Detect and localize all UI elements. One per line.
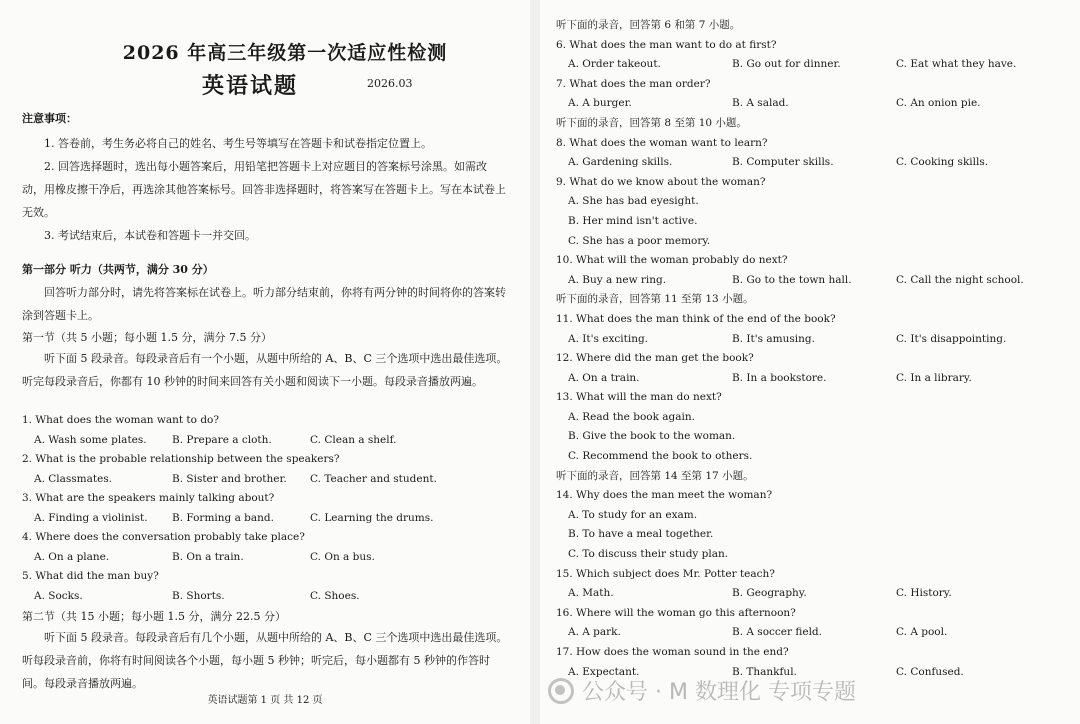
recording-instruction: 听下面的录音，回答第 11 至第 13 小题。: [556, 293, 754, 306]
page-gutter: [530, 0, 540, 724]
option-b: B. Forming a band.: [172, 511, 274, 524]
option-b: B. Prepare a cloth.: [172, 433, 272, 446]
question-text: 4. Where does the conversation probably take place?: [22, 531, 305, 543]
option-a: A. A park.: [568, 626, 621, 639]
option-b: B. Computer skills.: [732, 156, 834, 169]
option-row: [556, 153, 1060, 173]
subject-title: 英语试题: [201, 73, 298, 99]
option-a: A. Math.: [568, 587, 614, 600]
notice-item: 2. 回答选择题时，选出每小题答案后，用铅笔把答题卡上对应题目的答案标号涂黑。如需改动，用橡皮擦干净后，再选涂其他答案标号。回答非选择题时，将答案写在答题卡上。写在本试卷上无效。: [22, 160, 506, 219]
option-a: A. Classmates.: [34, 472, 113, 485]
option-c: C. Cooking skills.: [896, 156, 989, 169]
option-a: A. Wash some plates.: [34, 433, 147, 446]
option-b: B. In a bookstore.: [732, 371, 827, 384]
watermark-text: 公众号 · M 数理化 专项专题: [582, 680, 856, 705]
option-row: [22, 587, 508, 607]
question-list: [22, 411, 508, 606]
option-b: B. Give the book to the woman.: [568, 430, 736, 443]
question-text: 1. What does the woman want to do?: [22, 414, 219, 426]
question-text: 15. Which subject does Mr. Potter teach?: [556, 567, 775, 580]
option-c: C. A pool.: [896, 626, 948, 639]
option-a: A. A burger.: [568, 97, 632, 110]
option-row: [556, 55, 1060, 75]
section1-intro: 听下面 5 段录音。每段录音后有一个小题，从题中所给的 A、B、C 三个选项中选出最佳选项。听完每段录音后，你都有 10 秒钟的时间来回答有关小题和阅读下一小题。每段录音播放两遍。: [22, 352, 508, 388]
option-a: A. On a train.: [568, 371, 640, 384]
option-row: [22, 548, 508, 568]
recording-instruction: 听下面的录音，回答第 6 和第 7 小题。: [556, 19, 741, 31]
question-text: 6. What does the man want to do at first?: [556, 38, 777, 51]
question-text: 17. How does the woman sound in the end?: [556, 646, 789, 658]
question-2: [22, 450, 508, 489]
recording-instruction: 听下面的录音，回答第 8 至第 10 小题。: [556, 116, 747, 129]
option-c: C. In a library.: [896, 371, 972, 384]
option-row: [22, 509, 508, 529]
question-text: 16. Where will the woman go this afternoon?: [556, 606, 796, 619]
question-text: 10. What will the woman probably do next?: [556, 254, 788, 267]
option-c: C. Call the night school.: [896, 273, 1024, 286]
option-b: B. A salad.: [732, 97, 789, 110]
option-c: C. To discuss their study plan.: [568, 548, 729, 561]
option-row: [556, 330, 1060, 350]
option-c: C. Learning the drums.: [310, 511, 434, 524]
option-row: [556, 94, 1060, 114]
option-c: C. Teacher and student.: [310, 472, 437, 485]
option-row: [556, 369, 1060, 389]
option-c: C. She has a poor memory.: [568, 234, 711, 247]
notice-item: 3. 考试结束后，本试卷和答题卡一并交回。: [44, 229, 256, 242]
option-b: B. Sister and brother.: [172, 472, 287, 485]
exam-page-right: [540, 0, 1080, 724]
question-text: 8. What does the woman want to learn?: [556, 136, 768, 149]
option-row: [556, 271, 1060, 291]
option-a: A. Read the book again.: [568, 410, 695, 423]
option-b: B. Go out for dinner.: [732, 58, 841, 71]
option-a: A. Expectant.: [568, 665, 640, 678]
notice-item: 1. 答卷前，考生务必将自己的姓名、考生号等填写在答题卡和试卷指定位置上。: [44, 137, 432, 150]
option-row: [22, 470, 508, 490]
part1-intro: 回答听力部分时，请先将答案标在试卷上。听力部分结束前，你将有两分钟的时间将你的答案转涂到答题卡上。: [22, 286, 506, 322]
subject-title-row: [22, 69, 508, 100]
option-b: B. Geography.: [732, 587, 807, 600]
option-b: B. Her mind isn't active.: [568, 214, 698, 227]
option-b: B. On a train.: [172, 550, 244, 563]
option-a: A. Socks.: [34, 589, 83, 602]
option-b: B. Shorts.: [172, 589, 225, 602]
option-a: A. She has bad eyesight.: [568, 195, 699, 208]
option-a: A. Order takeout.: [568, 58, 661, 71]
question-text: 12. Where did the man get the book?: [556, 352, 754, 365]
option-b: B. It's amusing.: [732, 332, 815, 345]
section1-heading: 第一节（共 5 小题；每小题 1.5 分，满分 7.5 分）: [22, 331, 272, 344]
option-c: C. Clean a shelf.: [310, 433, 397, 446]
question-text: 14. Why does the man meet the woman?: [556, 489, 773, 502]
option-c: C. History.: [896, 587, 952, 600]
option-b: B. To have a meal together.: [568, 528, 714, 541]
option-row: [556, 623, 1060, 643]
question-text: 13. What will the man do next?: [556, 391, 722, 404]
option-c: C. An onion pie.: [896, 97, 981, 110]
option-row: [22, 431, 508, 451]
option-row: [556, 663, 1060, 683]
option-a: A. On a plane.: [34, 550, 110, 563]
section2-heading: 第二节（共 15 小题；每小题 1.5 分，满分 22.5 分）: [22, 610, 286, 623]
option-a: A. Gardening skills.: [568, 156, 673, 169]
option-c: C. It's disappointing.: [896, 332, 1007, 345]
question-text: 2. What is the probable relationship between the speakers?: [22, 453, 340, 465]
option-b: B. A soccer field.: [732, 626, 822, 639]
exam-date: 2026.03: [367, 77, 413, 90]
question-3: [22, 489, 508, 528]
option-row: [556, 584, 1060, 604]
option-a: A. Finding a violinist.: [34, 511, 148, 524]
recording-instruction: 听下面的录音，回答第 14 至第 17 小题。: [556, 469, 754, 482]
question-text: 5. What did the man buy?: [22, 570, 159, 582]
question-text: 7. What does the man order?: [556, 77, 711, 90]
option-c: C. Confused.: [896, 665, 964, 678]
option-c: C. Eat what they have.: [896, 58, 1017, 71]
exam-title: 2026 年高三年级第一次适应性检测: [122, 42, 448, 64]
option-b: B. Go to the town hall.: [732, 273, 852, 286]
option-c: C. On a bus.: [310, 550, 375, 563]
option-b: B. Thankful.: [732, 665, 797, 678]
option-a: A. Buy a new ring.: [568, 273, 667, 286]
question-1: [22, 411, 508, 450]
question-5: [22, 567, 508, 606]
question-text: 11. What does the man think of the end of the book?: [556, 312, 836, 325]
option-c: C. Recommend the book to others.: [568, 450, 753, 463]
exam-page-left: [0, 0, 530, 724]
question-text: 9. What do we know about the woman?: [556, 175, 766, 188]
option-a: A. It's exciting.: [568, 332, 649, 345]
notice-heading: 注意事项：: [22, 112, 77, 125]
option-a: A. To study for an exam.: [568, 508, 698, 521]
page-footer: 英语试题第 1 页 共 12 页: [207, 695, 323, 706]
part1-heading: 第一部分 听力（共两节，满分 30 分）: [22, 263, 214, 276]
option-c: C. Shoes.: [310, 589, 360, 602]
question-text: 3. What are the speakers mainly talking about?: [22, 492, 275, 504]
section2-intro: 听下面 5 段录音。每段录音后有几个小题，从题中所给的 A、B、C 三个选项中选出最佳选项。听每段录音前，你将有时间阅读各个小题，每小题 5 秒钟；听完后，每小题都有 5 秒钟的作答时间。每段录音播放两遍。: [22, 631, 508, 690]
question-4: [22, 528, 508, 567]
